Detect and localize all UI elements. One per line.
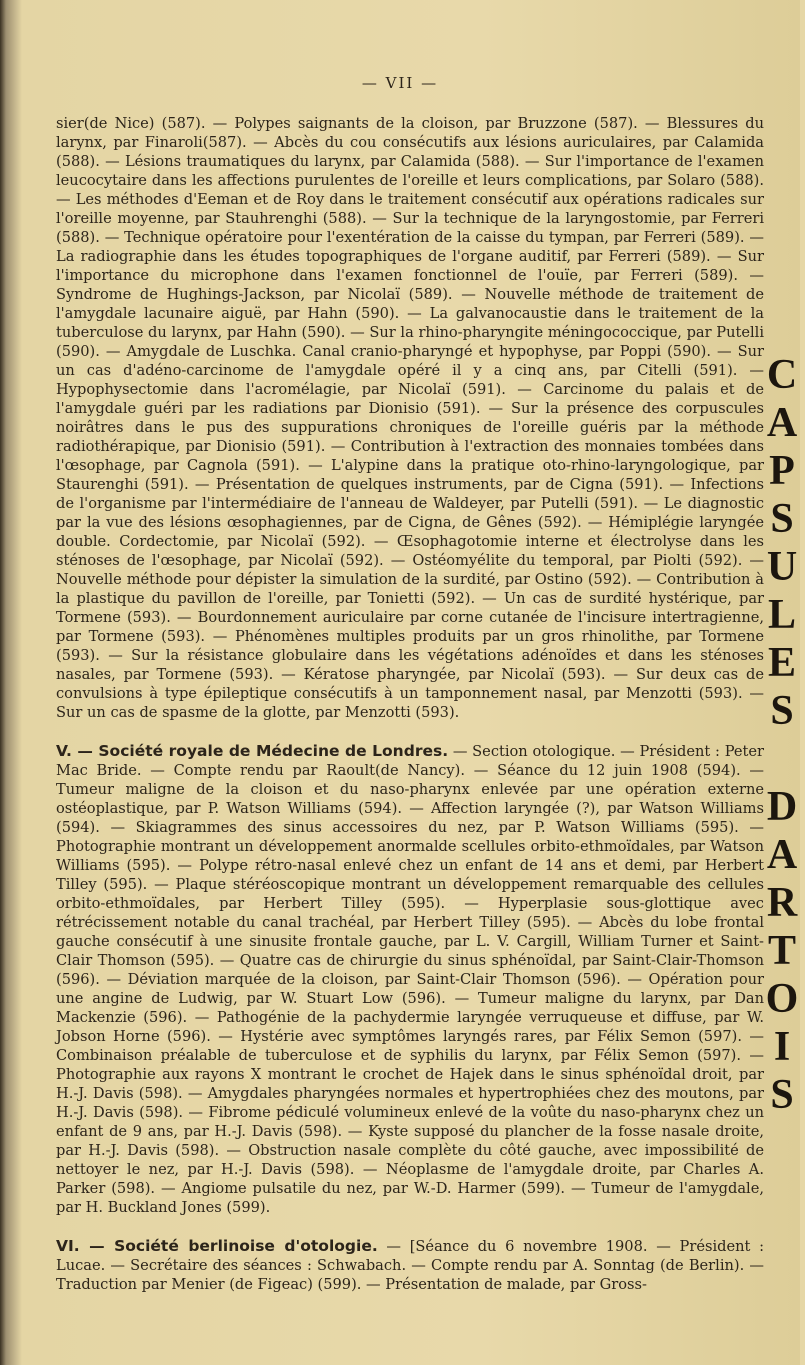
page-number: — VII —	[361, 74, 439, 92]
section-body: — [Séance du 6 novembre 1908. — Président : Lucae. — Secrétaire des séances : Schwabach. — Compte rendu par A. Sonntag (de Berlin). — Traduction par Menier (de Figeac) (599). — Présentation de malade, par Gross-	[56, 1238, 764, 1293]
section-heading: VI. — Société berlinoise d'otologie.	[56, 1237, 378, 1255]
section-heading: V. — Société royale de Médecine de Londres.	[56, 742, 449, 760]
section-body: — Section otologique. — Président : Peter Mac Bride. — Compte rendu par Raoult(de Nancy). — Séance du 12 juin 1908 (594). — Tumeur maligne de la cloison et du naso-pharynx enlevée par une opération externe ostéoplastique, par P. Watson Williams (594). — Affection laryngée (?), par Watson Williams (594). — Skiagrammes des sinus accessoires du nez, par P. Watson Williams (595). — Photographie montrant un développement anormalde scellules orbito-ethmoïdales, par Watson Williams (595). — Polype rétro-nasal enlevé chez un enfant de 14 ans et demi, par Herbert Tilley (595). — Plaque stéréoscopique montrant un développement remarquable des cellules orbito-ethmoïdales, par Herbert Tilley (595). — Hyperplasie sous-glottique avec rétrécissement notable du canal trachéal, par Herbert Tilley (595). — Abcès du lobe frontal gauche consécutif à une sinusite frontale gauche, par L. V. Cargill, William Turner et Saint-Clair Thomson (595). — Quatre cas de chirurgie du sinus sphénoïdal, par Saint-Clair-Thomson (596). — Déviation marquée de la cloison, par Saint-Clair Thomson (596). — Opération pour une angine de Ludwig, par W. Stuart Low (596). — Tumeur maligne du larynx, par Dan Mackenzie (596). — Pathogénie de la pachydermie laryngée verruqueuse et diffuse, par W. Jobson Horne (596). — Hystérie avec symptômes laryngés rares, par Félix Semon (597). — Combinaison préalable de tuberculose et de syphilis du larynx, par Félix Semon (597). — Photographie aux rayons X montrant le crochet de Hajek dans le sinus sphénoïdal droit, par H.-J. Davis (598). — Amygdales pharyngées normales et hypertrophiées chez des moutons, par H.-J. Davis (598). — Fibrome pédiculé volumineux enlevé de la voûte du naso-pharynx chez un enfant de 9 ans, par H.-J. Davis (598). — Kyste supposé du plancher de la fosse nasale droite, par H.-J. Davis (598). — Obstruction nasale complète du côté gauche, avec impossibilité de nettoyer le nez, par H.-J. Davis (598). — Néoplasme de l'amygdale droite, par Charles A. Parker (598). — Angiome pulsatile du nez, par W.-D. Harmer (599). — Tumeur de l'amygdale, par H. Buckland Jones (599).	[56, 743, 764, 1216]
section-royal-society-london	[56, 742, 764, 1217]
section-berlin-otology-society	[56, 1237, 764, 1294]
section-body: sier(de Nice) (587). — Polypes saignants de la cloison, par Bruzzone (587). — Blessures du larynx, par Finaroli(587). — Abcès du cou consécutifs aux lésions auriculaires, par Calamida (588). — Lésions traumatiques du larynx, par Calamida (588). — Sur l'importance de l'examen leucocytaire dans les affections purulentes de l'oreille et leurs complications, par Solaro (588). — Les méthodes d'Eeman et de Roy dans le traitement consécutif aux opérations radicales sur l'oreille moyenne, par Stauhrenghi (588). — Sur la technique de la laryngostomie, par Ferreri (588). — Technique opératoire pour l'exentération de la caisse du tympan, par Ferreri (589). — La radiographie dans les études topographiques de l'organe auditif, par Ferreri (589). — Sur l'importance du microphone dans l'examen fonctionnel de l'ouïe, par Ferreri (589). — Syndrome de Hughings-Jackson, par Nicolaï (589). — Nouvelle méthode de traitement de l'amygdale lacunaire aiguë, par Hahn (590). — La galvanocaustie dans le traitement de la tuberculose du larynx, par Hahn (590). — Sur la rhino-pharyngite méningococcique, par Putelli (590). — Amygdale de Luschka. Canal cranio-pharyngé et hypophyse, par Poppi (590). — Sur un cas d'adéno-carcinome de l'amygdale opéré il y a cinq ans, par Citelli (591). — Hypophysectomie dans l'acromélagie, par Nicolaï (591). — Carcinome du palais et de l'amygdale guéri par les radiations par Dionisio (591). — Sur la présence des corpuscules noirâtres dans le pus des suppurations chroniques de l'oreille guéris par la méthode radiothérapique, par Dionisio (591). — Contribution à l'extraction des monnaies tombées dans l'œsophage, par Cagnola (591). — L'alypine dans la pratique oto-rhino-laryngologique, par Staurenghi (591). — Présentation de quelques instruments, par de Cigna (591). — Infections de l'organisme par l'intermédiaire de l'anneau de Waldeyer, par Putelli (591). — Le diagnostic par la vue des lésions œsophagiennes, par de Cigna, de Gênes (592). — Hémiplégie laryngée double. Cordectomie, par Nicolaï (592). — Œsophagotomie interne et électrolyse dans les sténoses de l'œsophage, par Nicolaï (592). — Ostéomyélite du temporal, par Piolti (592). — Nouvelle méthode pour dépister la simulation de la surdité, par Ostino (592). — Contribution à la plastique du pavillon de l'oreille, par Tonietti (592). — Un cas de surdité hystérique, par Tormene (593). — Bourdonnement auriculaire par corne cutanée de l'incisure intertragienne, par Tormene (593). — Phénomènes multiples produits par un gros rhinolithe, par Tormene (593). — Sur la résistance globulaire dans les végétations adénoïdes et dans les sténoses nasales, par Tormene (593). — Kératose pharyngée, par Nicolaï (593). — Sur deux cas de convulsions à type épileptique consécutifs à un tamponnement nasal, par Menzotti (593). — Sur un cas de spasme de la glotte, par Menzotti (593).	[56, 115, 764, 721]
page-body	[56, 114, 764, 1294]
edge-advertisement-label: CAPSULES DARTOIS	[759, 352, 805, 1120]
section-italian-society-continued	[56, 114, 764, 722]
